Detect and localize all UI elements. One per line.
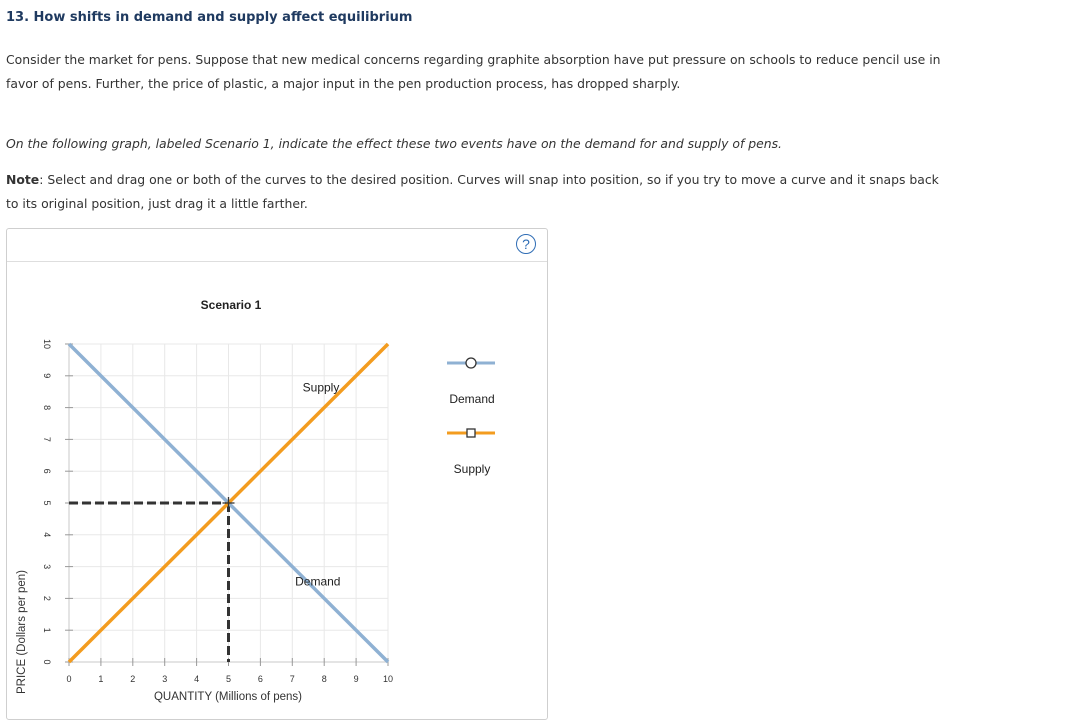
x-tick-label: 5 [225, 674, 232, 684]
y-tick-label: 1 [42, 627, 52, 633]
legend-supply-tool[interactable] [447, 429, 495, 437]
legend-demand-label: Demand [449, 392, 495, 406]
square-handle-icon[interactable] [467, 429, 475, 437]
y-axis-label: PRICE (Dollars per pen) [16, 570, 28, 694]
help-icon[interactable]: ? [516, 234, 536, 254]
note-body: : Select and drag one or both of the curves to the desired position. Curves will snap into position, so if you try to move a curve and it snaps back to its original position, just drag it a little farther. [6, 172, 939, 211]
instruction-text: On the following graph, labeled Scenario 1, indicate the effect these two events have on the demand for and supply of pens. [6, 136, 782, 151]
x-tick-label: 1 [98, 674, 104, 684]
demand-curve-label: Demand [295, 574, 341, 589]
legend-demand-tool[interactable] [447, 358, 495, 368]
note-text [6, 168, 946, 216]
x-tick-label: 10 [382, 674, 394, 684]
x-tick-label: 4 [194, 674, 200, 684]
x-tick-label: 9 [353, 674, 359, 684]
x-axis-label: QUANTITY (Millions of pens) [153, 691, 303, 703]
y-tick-label: 4 [42, 532, 52, 538]
y-tick-label: 5 [42, 500, 52, 506]
y-tick-label: 7 [42, 436, 52, 442]
circle-handle-icon[interactable] [466, 358, 476, 368]
note-label: Note [6, 172, 40, 187]
chart-title: Scenario 1 [200, 298, 262, 312]
y-tick-label: 9 [42, 373, 52, 379]
x-tick-label: 0 [66, 674, 72, 684]
graph-panel [6, 228, 548, 720]
legend-supply-label: Supply [453, 462, 491, 476]
y-tick-label: 10 [42, 338, 52, 350]
y-tick-label: 0 [42, 659, 52, 665]
question-title: 13. How shifts in demand and supply affect equilibrium [6, 10, 413, 25]
scenario-1-graph [7, 229, 547, 719]
scenario-description: Consider the market for pens. Suppose that new medical concerns regarding graphite absorption have put pressure on schools to reduce pencil use in favor of pens. Further, the price of plastic, a major input in the pen production process, has dropped sharply. [6, 52, 941, 91]
x-tick-label: 3 [162, 674, 168, 684]
y-tick-label: 6 [42, 468, 52, 474]
x-tick-label: 7 [289, 674, 295, 684]
y-tick-label: 2 [42, 595, 52, 601]
y-tick-label: 8 [42, 405, 52, 411]
x-tick-label: 2 [130, 674, 136, 684]
x-tick-label: 8 [321, 674, 327, 684]
supply-curve-label: Supply [302, 380, 340, 395]
x-tick-label: 6 [257, 674, 263, 684]
y-tick-label: 3 [42, 564, 52, 570]
